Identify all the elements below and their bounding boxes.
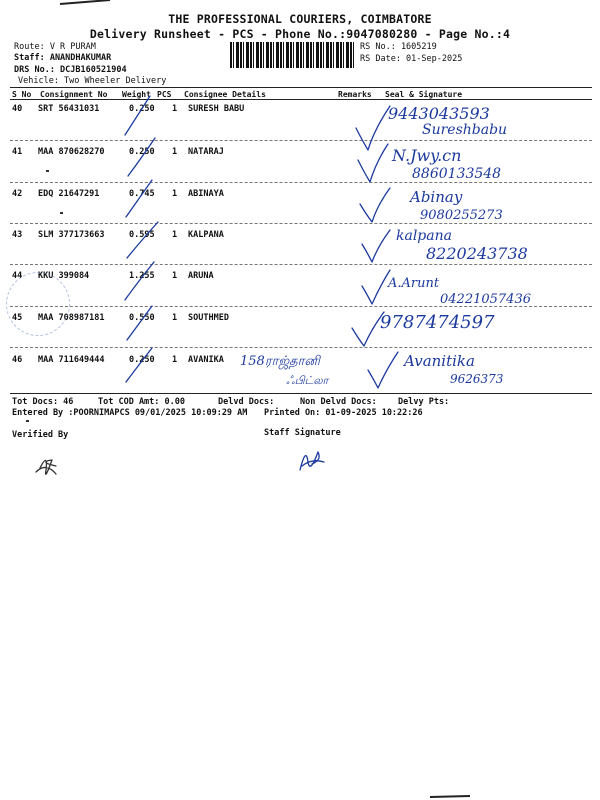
- row-44-pcs: 1: [172, 271, 178, 281]
- row-40-consignment: SRT 56431031: [38, 104, 100, 114]
- printed-on: Printed On: 01-09-2025 10:22:26: [264, 408, 423, 418]
- check-mark: [360, 188, 390, 222]
- check-mark: [358, 144, 388, 182]
- row-44-sno: 44: [12, 271, 23, 281]
- hand-name-40: Sureshbabu: [422, 122, 508, 138]
- hand-phone-43: 8220243738: [426, 244, 528, 263]
- hand-note-line1: 158ராஜ்தானி: [240, 354, 320, 369]
- row-43-sno: 43: [12, 230, 23, 240]
- row-40-weight: 0.250: [129, 104, 155, 114]
- row-46-sno: 46: [12, 355, 23, 365]
- check-mark: [356, 106, 390, 150]
- runsheet-subtitle: Delivery Runsheet - PCS - Phone No.:9047080280 - Page No.:4: [89, 27, 511, 41]
- rs-date: RS Date: 01-Sep-2025: [360, 54, 463, 64]
- row-41-consignment: MAA 870628270: [38, 147, 105, 157]
- staff-signature: [300, 452, 324, 470]
- entered-by: Entered By :POORNIMAPCS 09/01/2025 10:09:29 AM: [12, 408, 248, 418]
- row-46-consignee: AVANIKA: [188, 355, 224, 365]
- rs-number: RS No.: 1605219: [360, 42, 437, 52]
- row-44-consignee: ARUNA: [188, 271, 214, 281]
- row-42-pcs: 1: [172, 189, 178, 199]
- tick-mark: [125, 262, 154, 300]
- row-43-pcs: 1: [172, 230, 178, 240]
- verified-signature: [36, 460, 56, 474]
- tick-mark: [128, 138, 155, 176]
- hand-name-41: N.Jwy.cn: [392, 146, 462, 165]
- drs-number: DRS No.: DCJB16052190​4: [14, 65, 127, 75]
- scan-speck: [46, 170, 49, 172]
- hand-name-46: Avanitika: [404, 352, 475, 370]
- vehicle-label: Vehicle: Two Wheeler Delivery: [18, 76, 167, 86]
- row-45-sno: 45: [12, 313, 23, 323]
- row-40-consignee: SURESH BABU: [188, 104, 245, 114]
- row-44-weight: 1.255: [129, 271, 155, 281]
- row-42-sno: 42: [12, 189, 23, 199]
- non-delivered-docs: Non Delvd Docs:: [300, 397, 377, 407]
- row-40-sno: 40: [12, 104, 23, 114]
- row-43-consignee: KALPANA: [188, 230, 224, 240]
- row-41-consignee: NATARAJ: [188, 147, 224, 157]
- row-40-pcs: 1: [172, 104, 178, 114]
- hand-name-44: A.Arunt: [388, 276, 440, 291]
- row-41-sno: 41: [12, 147, 23, 157]
- hand-phone-41: 8860133548: [412, 166, 502, 182]
- hand-name-43: kalpana: [396, 228, 452, 244]
- route-label: Route: V R PURAM: [14, 42, 96, 52]
- row-42-consignment: EDQ 21647291: [38, 189, 100, 199]
- row-43-consignment: SLM 377173663: [38, 230, 105, 240]
- row-46-pcs: 1: [172, 355, 178, 365]
- col-consignee: Consignee Details: [184, 90, 266, 99]
- tick-mark: [126, 348, 152, 382]
- tick-mark: [126, 180, 152, 217]
- verified-by-label: Verified By: [12, 430, 69, 440]
- delivered-docs: Delvd Docs:: [218, 397, 275, 407]
- tick-mark: [125, 96, 150, 135]
- scan-speck: [26, 420, 29, 422]
- hand-phone-42: 9080255273: [420, 208, 503, 223]
- scan-artifact: [430, 796, 470, 797]
- col-seal-signature: Seal & Signature: [385, 90, 463, 99]
- col-consignment: Consignment No: [40, 90, 108, 99]
- check-mark: [368, 352, 398, 388]
- hand-phone-44: 04221057436: [440, 292, 531, 307]
- hand-name-42: Abinay: [410, 188, 463, 206]
- check-mark: [362, 230, 390, 262]
- company-title: THE PROFESSIONAL COURIERS, COIMBATORE: [168, 12, 432, 26]
- row-42-consignee: ABINAYA: [188, 189, 224, 199]
- staff-signature-label: Staff Signature: [264, 428, 341, 438]
- hand-note-line2: ஃபிட்லா: [286, 374, 329, 387]
- row-45-consignee: SOUTHMED: [188, 313, 229, 323]
- staff-label: Staff: ANANDHAKUMAR: [14, 53, 112, 63]
- row-46-consignment: MAA 711649444: [38, 355, 105, 365]
- row-43-weight: 0.595: [129, 230, 155, 240]
- row-42-weight: 0.745: [129, 189, 155, 199]
- row-44-consignment: KKU 399084: [38, 271, 90, 281]
- tick-mark: [127, 222, 158, 258]
- hand-phone-40: 9443043593: [388, 104, 490, 123]
- col-weight: Weight: [122, 90, 151, 99]
- total-cod-amount: Tot COD Amt: 0.00: [98, 397, 185, 407]
- tick-mark: [127, 306, 152, 340]
- hand-phone-45: 9787474597: [380, 312, 495, 333]
- hand-phone-46: 9626373: [450, 372, 504, 386]
- scan-speck: [60, 212, 63, 214]
- check-mark: [362, 270, 390, 304]
- row-41-pcs: 1: [172, 147, 178, 157]
- delivery-points: Delvy Pts:: [398, 397, 450, 407]
- total-docs: Tot Docs: 46: [12, 397, 74, 407]
- row-46-weight: 0.250: [129, 355, 155, 365]
- col-remarks: Remarks: [338, 90, 372, 99]
- row-45-pcs: 1: [172, 313, 178, 323]
- col-sno: S No: [12, 90, 32, 99]
- row-41-weight: 0.250: [129, 147, 155, 157]
- row-45-weight: 0.550: [129, 313, 155, 323]
- scan-artifact: [60, 0, 110, 4]
- col-pcs: PCS: [157, 90, 172, 99]
- row-45-consignment: MAA 708987181: [38, 313, 105, 323]
